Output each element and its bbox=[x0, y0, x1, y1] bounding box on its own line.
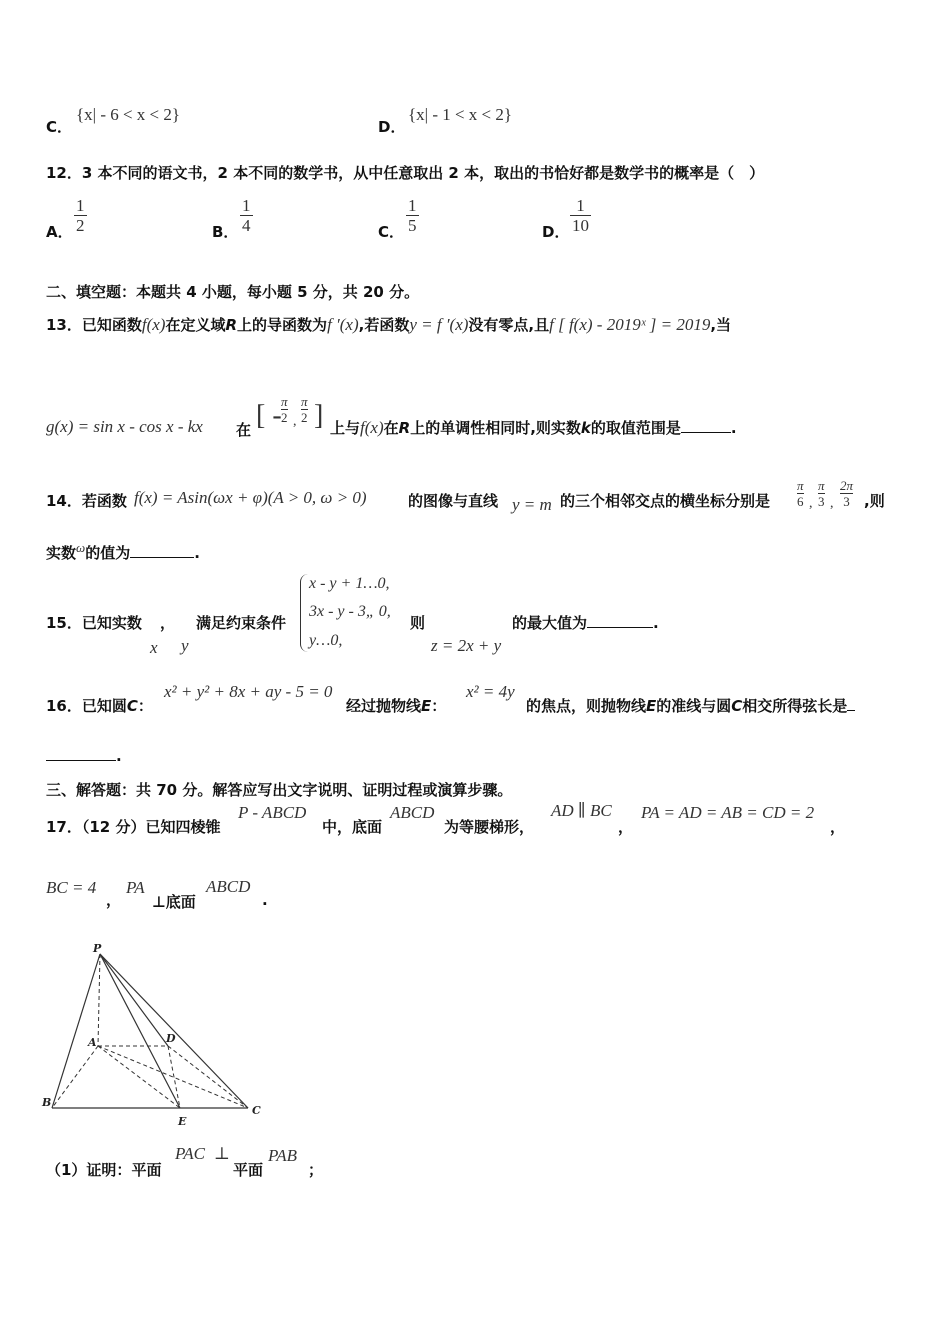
q13-lower-den: 2 bbox=[281, 410, 288, 425]
q14-x2-den: 3 bbox=[818, 494, 825, 509]
q14-x1-fraction bbox=[797, 479, 804, 510]
q14-end: . bbox=[194, 544, 200, 562]
edge-pe bbox=[100, 954, 180, 1108]
q13-upper-num: π bbox=[301, 394, 308, 409]
q13-f: f(x) bbox=[141, 315, 166, 334]
q12-option-d-label: D． bbox=[542, 223, 570, 241]
q17-base: ABCD bbox=[390, 803, 435, 822]
q13-r-2: R bbox=[398, 419, 411, 437]
q13-y: y = f ′(x) bbox=[409, 315, 469, 334]
q16-answer-blank bbox=[46, 760, 116, 761]
q15-end: . bbox=[653, 614, 659, 632]
q12-option-d-fraction bbox=[570, 197, 591, 236]
q13-line-2-tail bbox=[330, 417, 737, 438]
q12-option-a-label: A． bbox=[46, 223, 73, 241]
q16-circle-equation: x² + y² + 8x + ay - 5 = 0 bbox=[164, 682, 333, 701]
edge-pd bbox=[100, 954, 168, 1046]
q17-separator: ， bbox=[618, 818, 634, 836]
q12-text: 12．3 本不同的语文书，2 本不同的数学书，从中任意取出 2 本，取出的书恰好都是数学书的概率是（ ） bbox=[46, 164, 765, 182]
vertex-label-e: E bbox=[178, 1115, 187, 1128]
q13-part-2: 在定义域 bbox=[165, 316, 226, 334]
q15-objective: z = 2x + y bbox=[431, 636, 502, 655]
q14-part-1: 14．若函数 bbox=[46, 492, 127, 510]
q17-pyramid-figure bbox=[38, 936, 278, 1132]
q13-g: g(x) = sin x - cos x - kx bbox=[46, 417, 203, 436]
q14-part-2: 的图像与直线 bbox=[408, 492, 499, 510]
q13-upper-den: 2 bbox=[301, 410, 308, 425]
edge-pa bbox=[98, 954, 100, 1046]
edge-ab bbox=[52, 1046, 98, 1108]
q11-option-d-label: D． bbox=[378, 118, 406, 136]
q17-part-1: 17．（12 分）已知四棱锥 bbox=[46, 818, 221, 836]
q16-line-1 bbox=[46, 695, 153, 716]
q15-constraint-3: y…0, bbox=[309, 632, 343, 649]
q13-fprime: f ′(x) bbox=[327, 315, 359, 334]
edge-ac bbox=[98, 1046, 248, 1108]
q11-option-c-label: C． bbox=[46, 118, 73, 136]
q16-line-1-tail bbox=[526, 695, 855, 716]
vertex-label-d: D bbox=[166, 1032, 176, 1045]
q14-x1-den: 6 bbox=[797, 494, 804, 509]
q15-x: x bbox=[150, 638, 158, 657]
q16-part-3: 的焦点，则抛物线 bbox=[526, 697, 647, 715]
q13-interval-lower bbox=[281, 395, 288, 426]
q17-part-1-label: （1）证明：平面 bbox=[46, 1161, 162, 1179]
edge-pb bbox=[52, 954, 100, 1108]
q11-option-c-expr: {x| - 6 < x < 2} bbox=[76, 105, 181, 124]
q17-perp-symbol: ⊥ bbox=[214, 1144, 230, 1163]
q13-interval-left: [ - bbox=[256, 400, 282, 431]
q14-omega: ω bbox=[76, 540, 86, 555]
q12-a-num: 1 bbox=[76, 196, 85, 215]
q14-function: f(x) = Asin(ωx + φ)(A > 0, ω > 0) bbox=[134, 488, 367, 507]
q15-xy-separator: ， bbox=[160, 614, 176, 632]
vertex-label-a: A bbox=[88, 1036, 97, 1049]
q16-c-2: C bbox=[731, 697, 743, 715]
q16-e-2: E bbox=[646, 697, 657, 715]
section-2-heading: 二、填空题：本题共 4 小题，每小题 5 分，共 20 分。 bbox=[46, 283, 420, 301]
q13-part-1: 13．已知函数 bbox=[46, 316, 142, 334]
q17-part-3: 为等腰梯形， bbox=[444, 818, 535, 836]
q13-part-7: 在 bbox=[236, 421, 252, 439]
q12-b-den: 4 bbox=[242, 216, 251, 235]
q13-part-6: ,当 bbox=[710, 316, 732, 334]
q14-part-6: 的值为 bbox=[85, 544, 131, 562]
q15-part-2: 满足约束条件 bbox=[196, 614, 287, 632]
q14-line: y = m bbox=[512, 495, 552, 514]
q15-part-4: 的最大值为 bbox=[512, 614, 588, 632]
q15-constraint-1: x - y + 1…0, bbox=[309, 575, 390, 592]
q17-plane-pab: PAB bbox=[268, 1146, 297, 1165]
q16-e: E bbox=[421, 697, 432, 715]
q14-part-5: 实数 bbox=[46, 544, 77, 562]
q14-x3-fraction bbox=[840, 479, 853, 510]
q17-part-2: 中，底面 bbox=[322, 818, 383, 836]
q13-r-1: R bbox=[225, 316, 238, 334]
q17-plane-word: 平面 bbox=[233, 1161, 264, 1179]
q15-part-3: 则 bbox=[410, 614, 426, 632]
vertex-label-c: C bbox=[252, 1104, 261, 1117]
q16-part-1: 16．已知圆 bbox=[46, 697, 127, 715]
q13-interval-comma: , bbox=[293, 414, 297, 429]
q17-pyramid: P - ABCD bbox=[238, 803, 307, 822]
q13-k: k bbox=[580, 419, 591, 437]
q17-equalities: PA = AD = AB = CD = 2 bbox=[641, 803, 815, 822]
q16-answer-blank-start bbox=[847, 710, 855, 711]
q13-part-9: 在 bbox=[383, 419, 399, 437]
q14-part-4: ,则 bbox=[864, 492, 885, 510]
q17-part-1-end: ； bbox=[308, 1161, 324, 1179]
q12-d-den: 10 bbox=[572, 216, 589, 235]
q12-b-num: 1 bbox=[242, 196, 251, 215]
q16-c: C bbox=[126, 697, 138, 715]
q13-lower-num: π bbox=[281, 394, 288, 409]
q16-part-2: 经过抛物线 bbox=[346, 697, 422, 715]
q13-part-8: 上与 bbox=[330, 419, 361, 437]
vertex-label-b: B bbox=[42, 1096, 52, 1109]
q17-parallel: AD ∥ BC bbox=[551, 801, 612, 820]
vertex-label-p: P bbox=[93, 942, 102, 955]
q13-part-4: ,若函数 bbox=[358, 316, 410, 334]
q11-option-d-expr: {x| - 1 < x < 2} bbox=[408, 105, 513, 124]
q15-tail bbox=[512, 612, 659, 633]
q13-part-3: 上的导函数为 bbox=[237, 316, 328, 334]
q13-f-2: f(x) bbox=[360, 418, 384, 437]
q14-comma-2: , bbox=[830, 496, 834, 511]
q13-interval-right: ] bbox=[314, 400, 324, 431]
q17-base-2: ABCD bbox=[206, 877, 251, 896]
q15-part-1: 15．已知实数 bbox=[46, 614, 142, 632]
q16-part-4: 的准线与圆 bbox=[656, 697, 732, 715]
edge-de bbox=[168, 1046, 180, 1108]
q17-separator-3: ， bbox=[106, 891, 122, 909]
q12-option-c-label: C． bbox=[378, 223, 405, 241]
q17-perp-base: ⊥底面 bbox=[152, 893, 196, 911]
edge-pc bbox=[100, 954, 248, 1108]
q14-x3-num: 2π bbox=[840, 478, 854, 493]
q14-part-3: 的三个相邻交点的横坐标分别是 bbox=[560, 492, 771, 510]
q13-part-10: 上的单调性相同时,则实数 bbox=[410, 419, 581, 437]
q13-part-5: 没有零点,且 bbox=[468, 316, 550, 334]
q15-answer-blank bbox=[587, 627, 653, 628]
q13-interval-upper bbox=[301, 395, 308, 426]
q16-colon-2: ： bbox=[431, 697, 447, 715]
q15-constraint-2: 3x - y - 3„ 0, bbox=[309, 603, 391, 620]
q13-line-1 bbox=[46, 314, 731, 335]
q17-bc: BC = 4 bbox=[46, 878, 97, 897]
q16-end: . bbox=[116, 747, 122, 765]
q13-part-11: 的取值范围是 bbox=[590, 419, 681, 437]
q17-plane-pac: PAC bbox=[175, 1144, 205, 1163]
edge-dc bbox=[168, 1046, 248, 1108]
q14-x2-fraction bbox=[818, 479, 825, 510]
q15-constraint-brace bbox=[300, 574, 309, 652]
q17-end: . bbox=[262, 891, 268, 909]
q14-line-2 bbox=[46, 540, 200, 563]
q12-option-a-fraction bbox=[74, 197, 87, 236]
q14-x1-num: π bbox=[797, 478, 804, 493]
q12-option-c-fraction bbox=[406, 197, 419, 236]
q13-end: . bbox=[730, 419, 737, 437]
q12-a-den: 2 bbox=[76, 216, 85, 235]
q16-line-2 bbox=[46, 746, 122, 765]
q17-pa: PA bbox=[126, 878, 145, 897]
q16-parabola-equation: x² = 4y bbox=[466, 682, 515, 701]
q13-answer-blank bbox=[681, 432, 731, 433]
q16-colon: ： bbox=[137, 697, 153, 715]
q16-line-1-mid bbox=[346, 695, 446, 716]
q12-d-num: 1 bbox=[576, 196, 585, 215]
q12-c-num: 1 bbox=[408, 196, 417, 215]
q14-answer-blank bbox=[130, 557, 194, 558]
q14-x2-num: π bbox=[818, 478, 825, 493]
q12-option-b-fraction bbox=[240, 197, 253, 236]
q14-comma-1: , bbox=[809, 496, 813, 511]
edge-ae bbox=[98, 1046, 180, 1108]
q15-y: y bbox=[181, 636, 189, 655]
q16-part-5: 相交所得弦长是 bbox=[742, 697, 848, 715]
q12-option-b-label: B． bbox=[212, 223, 239, 241]
q17-separator-2: ， bbox=[830, 818, 846, 836]
q14-x3-den: 3 bbox=[843, 494, 850, 509]
q13-condition: f [ f(x) - 2019ˣ ] = 2019 bbox=[549, 315, 711, 334]
section-3-heading: 三、解答题：共 70 分。解答应写出文字说明、证明过程或演算步骤。 bbox=[46, 781, 513, 799]
q12-c-den: 5 bbox=[408, 216, 417, 235]
